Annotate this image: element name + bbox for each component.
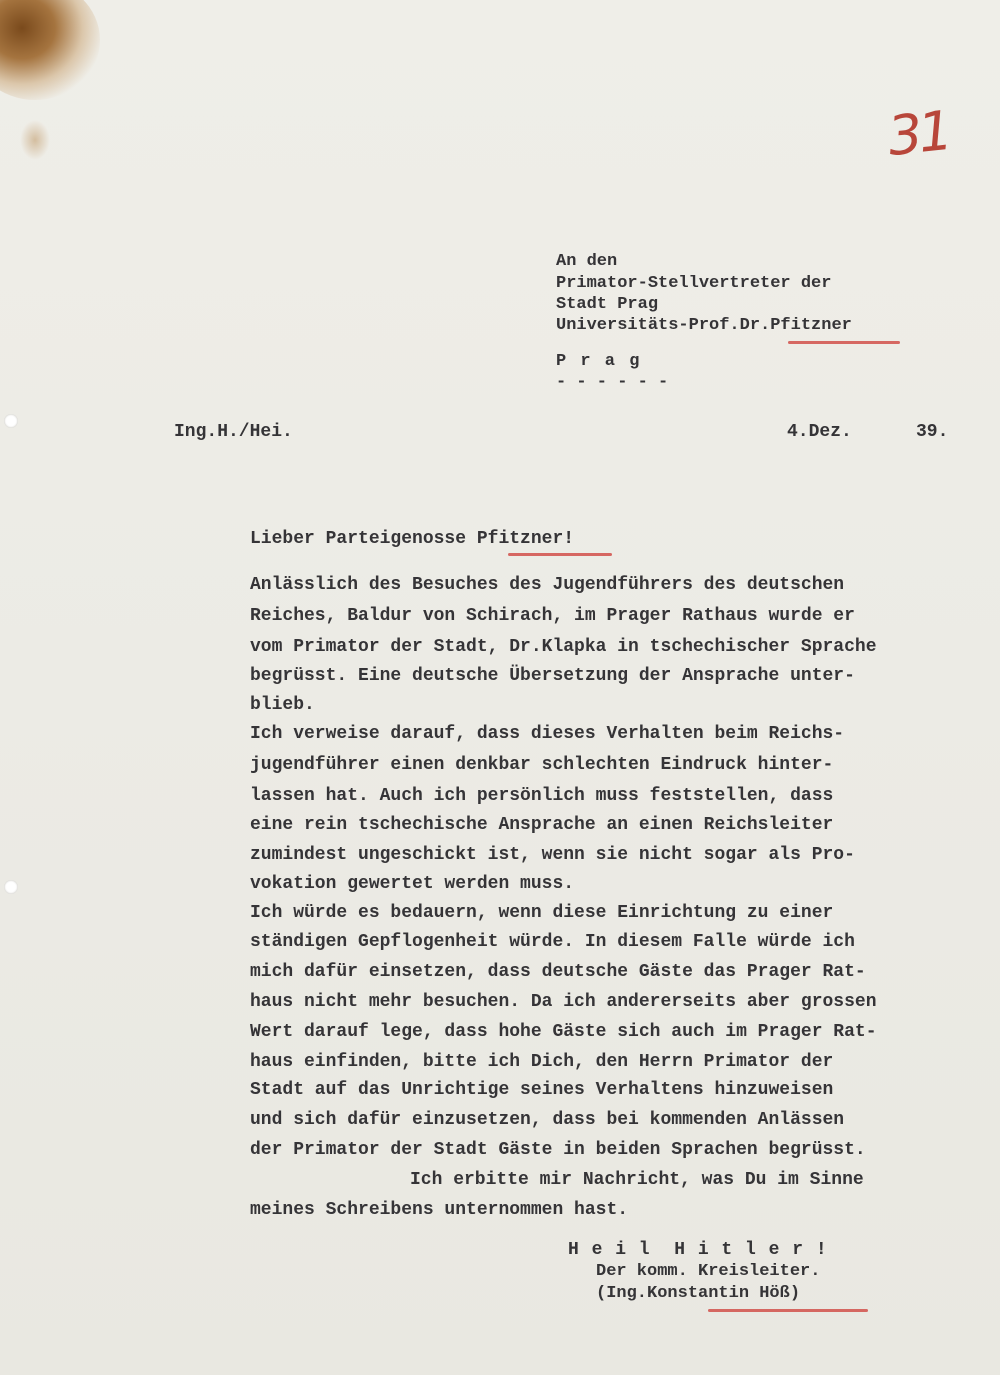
- body-line: Wert darauf lege, dass hohe Gäste sich auch im Prager Rat-: [250, 1022, 877, 1042]
- signature-greeting: H e i l H i t l e r !: [568, 1240, 828, 1260]
- address-line: Primator-Stellvertreter der: [556, 274, 832, 293]
- body-line: vom Primator der Stadt, Dr.Klapka in tschechischer Sprache: [250, 637, 877, 657]
- body-line: Anlässlich des Besuches des Jugendführers des deutschen: [250, 575, 845, 595]
- address-line: Universitäts-Prof.Dr.Pfitzner: [556, 316, 852, 335]
- body-line: jugendführer einen denkbar schlechten Eindruck hinter-: [250, 755, 834, 775]
- burn-stain: [0, 0, 100, 100]
- salutation: Lieber Parteigenosse Pfitzner!: [250, 529, 575, 549]
- body-line: mich dafür einsetzen, dass deutsche Gäste das Prager Rat-: [250, 962, 866, 982]
- body-line: Reiches, Baldur von Schirach, im Prager Rathaus wurde er: [250, 606, 855, 626]
- stain-spot: [20, 120, 50, 160]
- punch-hole: [4, 414, 18, 428]
- body-line: eine rein tschechische Ansprache an einen Reichsleiter: [250, 815, 834, 835]
- body-line: zumindest ungeschickt ist, wenn sie nicht sogar als Pro-: [250, 845, 855, 865]
- body-line: haus einfinden, bitte ich Dich, den Herrn Primator der: [250, 1052, 834, 1072]
- red-underline: [508, 553, 612, 556]
- closing-line: Ich erbitte mir Nachricht, was Du im Sinne: [410, 1170, 864, 1190]
- punch-hole: [4, 880, 18, 894]
- folio-number: 31: [884, 99, 952, 169]
- address-city-underline: - - - - - -: [556, 373, 669, 392]
- address-line: Stadt Prag: [556, 295, 659, 314]
- red-underline: [708, 1309, 868, 1312]
- closing-line: meines Schreibens unternommen hast.: [250, 1200, 629, 1220]
- body-line: ständigen Gepflogenheit würde. In diesem Falle würde ich: [250, 932, 855, 952]
- body-line: begrüsst. Eine deutsche Übersetzung der Ansprache unter-: [250, 666, 855, 686]
- body-line: lassen hat. Auch ich persönlich muss feststellen, dass: [250, 786, 834, 806]
- reference-code: Ing.H./Hei.: [174, 422, 293, 442]
- body-line: Ich verweise darauf, dass dieses Verhalten beim Reichs-: [250, 724, 845, 744]
- red-underline: [788, 341, 900, 344]
- body-line: und sich dafür einzusetzen, dass bei kommenden Anlässen: [250, 1110, 845, 1130]
- signature-title: Der komm. Kreisleiter.: [596, 1262, 821, 1281]
- address-city: P r a g: [556, 352, 642, 371]
- body-line: haus nicht mehr besuchen. Da ich andererseits aber grossen: [250, 992, 877, 1012]
- body-line: Ich würde es bedauern, wenn diese Einrichtung zu einer: [250, 903, 834, 923]
- body-line: vokation gewertet werden muss.: [250, 874, 575, 894]
- signature-name: (Ing.Konstantin Höß): [596, 1284, 801, 1303]
- address-line: An den: [556, 252, 618, 271]
- letter-year: 39.: [916, 422, 949, 442]
- body-line: blieb.: [250, 695, 315, 715]
- letter-date: 4.Dez.: [787, 422, 852, 442]
- body-line: Stadt auf das Unrichtige seines Verhaltens hinzuweisen: [250, 1080, 834, 1100]
- body-line: der Primator der Stadt Gäste in beiden Sprachen begrüsst.: [250, 1140, 866, 1160]
